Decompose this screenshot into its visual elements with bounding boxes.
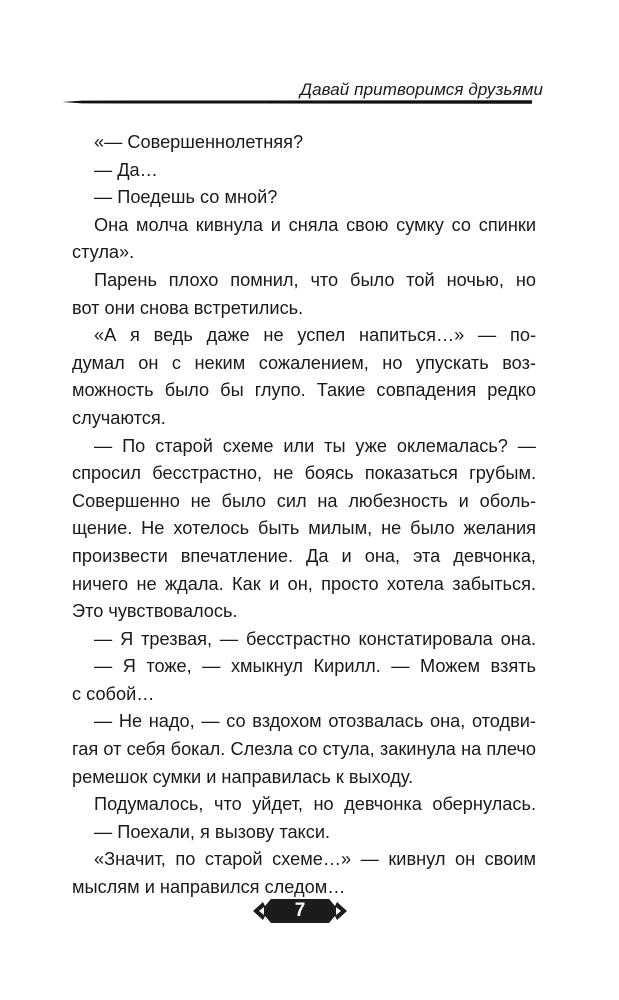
text-line: вот они снова встретились. bbox=[72, 297, 304, 318]
text-line: стула». bbox=[72, 242, 135, 263]
text-line: Совершенно не было сил на любезность и оболь- bbox=[72, 490, 536, 511]
text-line: произвести впечатление. Да и она, эта девчонка, bbox=[72, 545, 536, 566]
text-line: «— Совершеннолетняя? bbox=[94, 132, 304, 152]
text-line: гая от себя бокал. Слезла со стула, закинула на плечо bbox=[72, 739, 536, 760]
text-line: «А я ведь даже не успел напиться…» — по- bbox=[94, 325, 536, 346]
text-line: Подумалось, что уйдет, но девчонка обернулась. bbox=[94, 794, 536, 815]
text-line: — Да… bbox=[94, 159, 158, 180]
running-header-title: Давай притворимся друзьями bbox=[300, 80, 544, 99]
text-line: спросил бесстрастно, не боясь показаться грубым. bbox=[72, 463, 536, 484]
header-rule-icon bbox=[62, 100, 532, 104]
text-line: Она молча кивнула и сняла свою сумку со спинки bbox=[94, 214, 536, 235]
text-line: — Поехали, я вызову такси. bbox=[94, 821, 331, 842]
text-line: случаются. bbox=[72, 407, 166, 428]
text-line: думал он с неким сожалением, но упускать воз- bbox=[72, 352, 536, 373]
text-line: — Я тоже, — хмыкнул Кирилл. — Можем взять bbox=[94, 656, 536, 677]
text-line: щение. Не хотелось быть милым, не было желания bbox=[72, 518, 536, 539]
body-text bbox=[72, 129, 536, 902]
text-line: — Я трезвая, — бесстрастно констатировала она. bbox=[94, 628, 536, 649]
text-line: «Значит, по старой схеме…» — кивнул он своим bbox=[94, 849, 536, 870]
text-line: — Не надо, — со вздохом отозвалась она, отодви- bbox=[94, 711, 536, 732]
text-line: ремешок сумки и направилась к выходу. bbox=[72, 766, 414, 787]
text-line: можность было бы глупо. Такие совпадения редко bbox=[72, 380, 536, 401]
text-line: — По старой схеме или ты уже оклемалась? — bbox=[94, 435, 536, 456]
text-line: — Поедешь со мной? bbox=[94, 187, 278, 208]
text-line: мыслям и направился следом… bbox=[72, 877, 346, 898]
page-number: 7 bbox=[294, 900, 306, 921]
text-line: с собой… bbox=[72, 683, 155, 704]
text-line: ничего не ждала. Как и он, просто хотела забыться. bbox=[72, 573, 536, 594]
text-line: Это чувствовалось. bbox=[72, 601, 238, 622]
text-line: Парень плохо помнил, что было той ночью, но bbox=[94, 269, 536, 290]
page-number-badge bbox=[253, 894, 347, 928]
